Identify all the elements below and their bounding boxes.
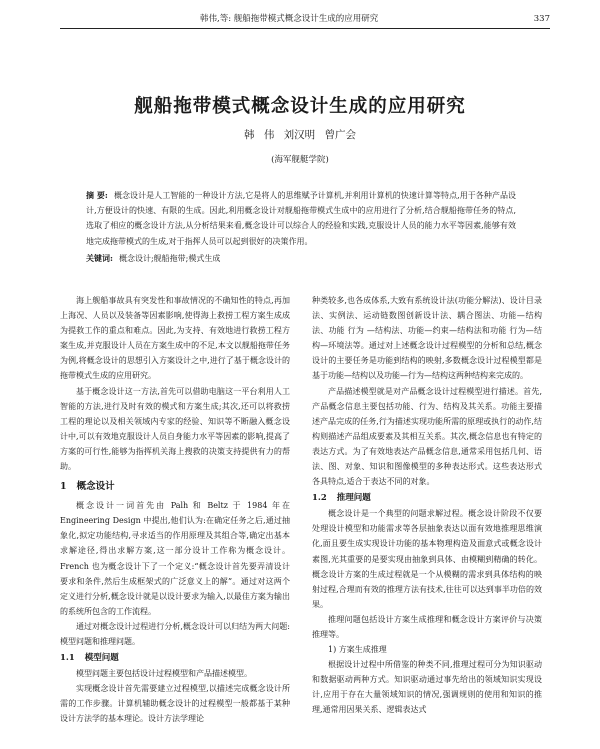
paragraph: 概念设计一词首先由 Palh 和 Beltz 于 1984 年在 Engineering Design 中提出,他们认为:在确定任务之后,通过抽象化,拟定功能结构,寻求适当的作用原理及其组合等,确定出基本求解途径,得出求解方案,这一部分设计工作称为概念设计。French 也为概念设计下了一个定义:“概念设计首先要弄清设计要求和条件,然后生成框架式的广泛意义上的解”。通过对这两个定义进行分析,概念设计就是以设计要求为输入,以最佳方案为输出的系统所包含的工作流程。 [60,501,290,616]
keywords-line [86,251,516,266]
paragraph: 基于概念设计这一方法,首先可以借助电脑这一平台利用人工智能的方法,进行及时有效的模式和方案生成;其次,还可以将救捞工程的理论以及相关领域内专家的经验、知识等不断融入概念设计中,可以有效地克服设计人员自身能力水平等因素的影响,提高了方案的可行性,能够为指挥机关海上搜救的决策支持提供有力的帮助。 [60,386,290,472]
paragraph: 种类较多,也各成体系,大致有系统设计法(功能分解法)、设计目录法、实例法、运动链数图创新设计法、耦合图法、功能—结构法、功能 行为 —结构法、功能—约束—结构法和功能 行为—结构—环境法等。通过对上述概念设计过程模型的分析和总结,概念设计的主要任务是功能到结构的映射,多数概念设计过程模型都是基于功能—结构以及功能—行为—结构这两种结构来完成的。 [312,296,542,381]
paragraph: 通过对概念设计过程进行分析,概念设计可以归结为两大问题:模型问题和推理问题。 [60,621,290,646]
paragraph: 海上舰船事故具有突发性和事故情况的不确知性的特点,再加上海况、人员以及装备等因素影响,使得海上救捞工程方案生成成为提救工作的重点和难点。因此,为支持、有效地进行救捞工程方案生成,并克服设计人员在方案生成中的不足,本文以舰船拖带任务为例,将概念设计的思想引入方案设计之中,进行了基于概念设计的拖带模式生成的应用研究。 [60,296,290,381]
subsection-heading [312,491,542,505]
author-list: 韩 伟 刘汉明 曾广会 [243,129,356,141]
left-column [60,293,290,726]
section-heading [60,480,290,494]
paragraph: 实现概念设计首先需要建立过程模型,以描述完成概念设计所需的工作步骤。计算机辅助概念设计的过程模型一般都基于某种设计方法学的基本理论。设计方法学理论 [60,684,290,724]
keywords-text: 概念设计;舰船拖带;模式生成 [118,253,221,263]
abstract-paragraph [86,188,516,249]
paragraph: 模型问题主要包括设计过程模型和产品描述模型。 [76,669,252,679]
subsection-title: 推理问题 [336,493,371,504]
abstract-block [86,188,516,266]
section-title: 概念设计 [76,481,115,493]
list-item-heading: 1) 方案生成推理 [328,645,387,655]
subsection-number: 1.2 [312,493,327,504]
paragraph: 产品描述模型就是对产品概念设计过程模型进行描述。首先,产品概念信息主要包括功能、行为、结构及其关系。功能主要描述产品完成的任务,行为描述实现功能所需的原理或执行的动作,结构则描述产品组成要素及其相互关系。其次,概念信息也有特定的表达方式。为了有效地表达产品概念信息,通常采用包括几何、语法、图、对象、知识和图像模型的多种表达形式。这些表达形式各具特点,适合于表达不同的对象。 [312,386,542,487]
section-number: 1 [60,481,67,493]
abstract-label: 摘 要: [86,190,108,200]
paragraph: 概念设计是一个典型的问题求解过程。概念设计阶段不仅要处理设计模型和功能需求等各层抽象表达以面有效地推理思维演化,面且要生成实现设计功能的基本物理构造及面意式或概念设计素图,光其重要的是要实现由抽象到具体、由模糊到精确的转化。概念设计方案的生成过程就是一个从模糊的需求到具体结构的映射过程,合理而有效的推理方法有技术,往往可以达到事半功倍的效果。 [312,509,542,609]
subsection-heading [60,651,290,665]
right-column [312,293,542,718]
subsection-title: 模型问题 [84,653,119,664]
abstract-text: 概念设计是人工智能的一种设计方法,它是将人的思维赋予计算机,并利用计算机的快速计算等特点,用于各种产品设计,方便设计的快速、有限的生成。因此,利用概念设计对舰船拖带模式生成中的应用进行了分析,结合舰船拖带任务的特点,选取了相应的概念设计方法,从分析结果来看,概念设计可以综合人的经验和实践,克服设计人员的能力水平等因素,能够有效地完成拖带模式的生成,对于指挥人员可以起到很好的决策作用。 [86,191,516,246]
paragraph: 根据设计过程中所借鉴的种类不同,推理过程可分为知识驱动和数据驱动两种方式。知识驱动通过事先给出的领域知识实现设计,应用于存在大量领域知识的情况,强调规则的使用和知识的推理,通常用因果关系、逻辑表达式 [312,660,542,715]
paper-title: 舰船拖带模式概念设计生成的应用研究 [134,96,466,117]
page-number: 337 [533,14,550,24]
paragraph: 推理问题包括设计方案生成推理和概念设计方案评价与决策推理等。 [312,614,542,639]
running-header-title: 韩伟,等: 舰船拖带模式概念设计生成的应用研究 [200,14,379,24]
affiliation: (海军舰艇学院) [271,155,329,165]
keywords-label: 关键词: [86,252,113,263]
running-header [60,10,550,29]
subsection-number: 1.1 [60,653,75,664]
